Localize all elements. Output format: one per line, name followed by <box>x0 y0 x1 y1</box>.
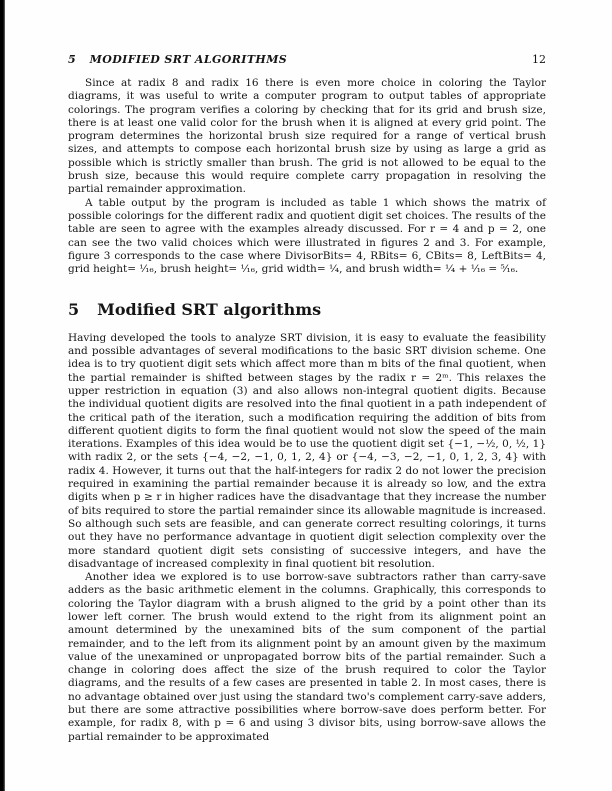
running-head-section-number: 5 <box>68 53 76 66</box>
section-heading <box>68 300 546 320</box>
scan-edge-artifact <box>0 0 5 791</box>
paragraph: Having developed the tools to analyze SRT division, it is easy to evaluate the feasibility and possible advantages of several modifications to the basic SRT division scheme. One idea is to try quotient digit sets which affect more than m bits of the final quotient, when the partial remainder is shifted between stages by the radix r = 2ᵐ. This relaxes the upper restriction in equation (3) and also allows non-integral quotient digits. Because the individual quotient digits are resolved into the final quotient in a path independent of the critical path of the iteration, such a modification requiring the addition of bits from different quotient digits to form the final quotient would not slow the speed of the main iterations. Examples of this idea would be to use the quotient digit set {−1, −½, 0, ½, 1} with radix 2, or the sets {−4, −2, −1, 0, 1, 2, 4} or {−4, −3, −2, −1, 0, 1, 2, 3, 4} with radix 4. However, it turns out that the half-integers for radix 2 do not lower the precision required in examining the partial remainder because it is already so low, and the extra digits when p ≥ r in higher radices have the disadvantage that they increase the number of bits required to store the partial remainder since its allowable magnitude is increased. So although such sets are feasible, and can generate correct resulting colorings, it turns out they have no performance advantage in quotient digit selection complexity over the more standard quotient digit sets consisting of successive integers, and have the disadvantage of increased complexity in final quotient bit resolution. <box>68 331 546 570</box>
paragraph: A table output by the program is included as table 1 which shows the matrix of possible colorings for the different radix and quotient digit set choices. The results of the table are seen to agree with the examples already discussed. For r = 4 and p = 2, one can see the two valid choices which were illustrated in figures 2 and 3. For example, figure 3 corresponds to the case where DivisorBits= 4, RBits= 6, CBits= 8, LeftBits= 4, grid height= ¹⁄₁₆, brush height= ¹⁄₁₆, grid width= ¹⁄₄, and brush width= ¹⁄₄ + ¹⁄₁₆ = ⁵⁄₁₆. <box>68 196 546 276</box>
body-text <box>68 77 546 744</box>
section-heading-number: 5 <box>68 300 80 320</box>
running-head <box>68 53 546 68</box>
paragraph: Since at radix 8 and radix 16 there is even more choice in coloring the Taylor diagrams, it was useful to write a computer program to output tables of appropriate colorings. The program verifies a coloring by checking that for its grid and brush size, there is at least one valid color for the brush when it is aligned at every grid point. The program determines the horizontal brush size required for a range of vertical brush sizes, and attempts to compose each horizontal brush size by using as large a grid as possible which is strictly smaller than brush. The grid is not allowed to be equal to the brush size, because this would require complete carry propagation in resolving the partial remainder approximation. <box>68 77 546 196</box>
page-number: 12 <box>532 53 546 66</box>
running-head-title: MODIFIED SRT ALGORITHMS <box>89 53 288 66</box>
section-heading-title: Modified SRT algorithms <box>97 300 322 320</box>
page-content <box>68 53 546 744</box>
paragraph: Another idea we explored is to use borrow-save subtractors rather than carry-save adders as the basic arithmetic element in the columns. Graphically, this corresponds to coloring the Taylor diagram with a brush aligned to the grid by a point other than its lower left corner. The brush would extend to the right from its alignment point an amount determined by the unexamined bits of the sum component of the partial remainder, and to the left from its alignment point by an amount given by the maximum value of the unexamined or unpropagated borrow bits of the partial remainder. Such a change in coloring does affect the size of the brush required to color the Taylor diagrams, and the results of a few cases are presented in table 2. In most cases, there is no advantage obtained over just using the standard two's complement carry-save adders, but there are some attractive possibilities where borrow-save does perform better. For example, for radix 8, with p = 6 and using 3 divisor bits, using borrow-save allows the partial remainder to be approximated <box>68 571 546 743</box>
